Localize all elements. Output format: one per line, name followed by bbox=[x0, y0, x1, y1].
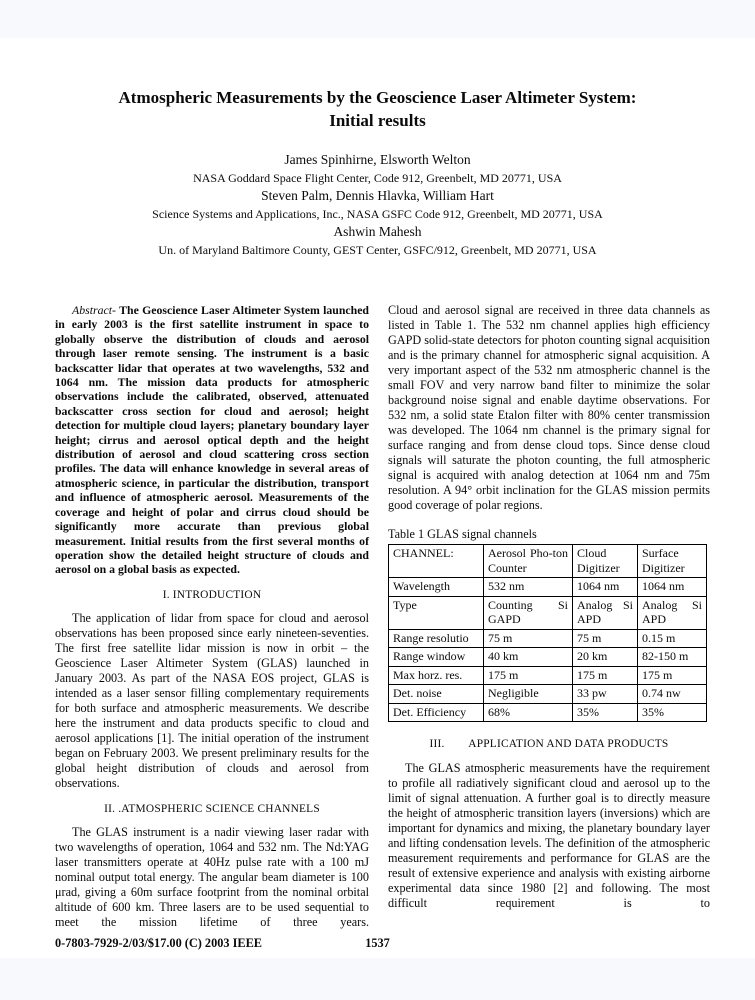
author-affiliation: Science Systems and Applications, Inc., NASA GSFC Code 912, Greenbelt, MD 20771, USA bbox=[152, 207, 603, 221]
author-affiliation: NASA Goddard Space Flight Center, Code 912, Greenbelt, MD 20771, USA bbox=[193, 171, 562, 185]
right-column bbox=[388, 303, 710, 911]
table-cell: 35% bbox=[573, 703, 638, 722]
table-cell: Surface Digitizer bbox=[638, 545, 707, 578]
author-names: James Spinhirne, Elsworth Welton bbox=[284, 152, 471, 167]
table-row bbox=[389, 666, 707, 685]
table-cell: 532 nm bbox=[484, 578, 573, 597]
paper-title-line1: Atmospheric Measurements by the Geoscience Laser Altimeter System: bbox=[118, 88, 637, 107]
table-cell: 0.74 nw bbox=[638, 685, 707, 704]
table-cell: Type bbox=[389, 596, 484, 629]
table-row bbox=[389, 703, 707, 722]
table-cell: Wavelength bbox=[389, 578, 484, 597]
glas-signal-channels-table bbox=[388, 544, 707, 722]
table-cell: 175 m bbox=[484, 666, 573, 685]
table-cell: 75 m bbox=[573, 629, 638, 648]
table-row bbox=[389, 629, 707, 648]
section-heading: III. APPLICATION AND DATA PRODUCTS bbox=[429, 738, 669, 750]
table-row bbox=[389, 578, 707, 597]
abstract-paragraph: Abstract- The Geoscience Laser Altimeter System launched in early 2003 is the first satellite instrument in space to globally observe the distribution of clouds and aerosol through laser remote sensing. The instrument is a basic backscatter lidar that operates at two wavelengths, 532 and 1064 nm. The mission data products for atmospheric observations include the calibrated, observed, attenuated backscatter cross section for cloud and aerosol; height detection for multiple cloud layers; planetary boundary layer height; cirrus and aerosol optical depth and the height distribution of aerosol and cloud scattering cross section profiles. The data will enhance knowledge in several areas of atmospheric science, in particular the distribution, transport and influence of atmospheric aerosol. Measurements of the coverage and height of polar and cirrus cloud should be significantly more accurate than previous global measurement. Initial results from the first several months of operation show the detailed height structure of clouds and aerosol on a global basis as expected. bbox=[55, 303, 369, 577]
body-paragraph: The GLAS instrument is a nadir viewing laser radar with two wavelengths of operation, 1064 and 532 nm. The Nd:YAG laser transmitters operate at 40Hz pulse rate with a 100 mJ nominal output total energy. The angular beam diameter is 100 μrad, giving a 60m surface footprint from the nominal orbital altitude of 600 km. Three lasers are to be used sequential to meet the mission lifetime of three years. bbox=[55, 824, 369, 929]
body-paragraph: The GLAS atmospheric measurements have the requirement to profile all radiatively significant cloud and aerosol up to the limit of signal attenuation. A further goal is to directly measure the height of atmospheric transition layers (inversions) which are important for dynamics and mixing, the planetary boundary layer and lifting condensation levels. The definition of the atmospheric measurement requirements and performance for GLAS are the result of extensive experience and analysis with existing airborne experimental data since 1980 [2] and following. The most difficult requirement is to bbox=[388, 761, 710, 910]
author-names: Ashwin Mahesh bbox=[333, 224, 422, 239]
paper-title-line2: Initial results bbox=[329, 111, 426, 130]
table-row bbox=[389, 685, 707, 704]
body-paragraph: The application of lidar from space for cloud and aerosol observations has been proposed since early nineteen-seventies. The first free satellite lidar mission is now in orbit – the Geoscience Laser Altimeter System (GLAS) launched in January 2003. As part of the NASA EOS project, GLAS is intended as a laser sensor filling complementary requirements for both surface and atmospheric measurements. We describe here the instrument and data products specific to cloud and aerosol applications [1]. The initial operation of the instrument began on February 2003. We present preliminary results for the global height distribution of clouds and aerosol from observations. bbox=[55, 610, 369, 790]
table-cell: Range resolutio bbox=[389, 629, 484, 648]
table-cell: 20 km bbox=[573, 648, 638, 667]
table-cell: Cloud Digitizer bbox=[573, 545, 638, 578]
table-cell: Negligible bbox=[484, 685, 573, 704]
table-row bbox=[389, 596, 707, 629]
body-paragraph: Cloud and aerosol signal are received in three data channels as listed in Table 1. The 532 nm channel applies high efficiency GAPD solid-state detectors for photon counting signal acquisition and is the primary channel for atmospheric signal acquisition. A very important aspect of the 532 nm atmospheric channel is the small FOV and very narrow band filter to minimize the solar background noise signal and enable daytime observations. For 532 nm, a solid state Etalon filter with 80% center transmission was developed. The 1064 nm channel is the primary signal for surface ranging and from dense cloud tops. Since dense cloud signals will saturate the photon counting, the full atmospheric signal is acquired with analog detection at 1064 nm and 75m resolution. A 94° orbit inclination for the GLAS mission permits good coverage of polar regions. bbox=[388, 303, 710, 512]
table-cell: 175 m bbox=[638, 666, 707, 685]
table-cell: 35% bbox=[638, 703, 707, 722]
table-caption: Table 1 GLAS signal channels bbox=[388, 527, 537, 541]
table-cell: 1064 nm bbox=[573, 578, 638, 597]
table-cell: Max horz. res. bbox=[389, 666, 484, 685]
table-cell: Range window bbox=[389, 648, 484, 667]
table-cell: 175 m bbox=[573, 666, 638, 685]
table-row bbox=[389, 545, 707, 578]
page-number: 1537 bbox=[365, 936, 390, 950]
table-cell: 75 m bbox=[484, 629, 573, 648]
scan-edge-bottom bbox=[0, 958, 755, 1000]
table-cell: Analog Si APD bbox=[573, 596, 638, 629]
scan-edge-top bbox=[0, 0, 755, 38]
table-cell: Aerosol Pho-ton Counter bbox=[484, 545, 573, 578]
table-cell: CHANNEL: bbox=[389, 545, 484, 578]
table-cell: 82-150 m bbox=[638, 648, 707, 667]
table-cell: 1064 nm bbox=[638, 578, 707, 597]
table-cell: 33 pw bbox=[573, 685, 638, 704]
section-heading: II. .ATMOSPHERIC SCIENCE CHANNELS bbox=[104, 802, 320, 815]
author-block bbox=[0, 151, 755, 259]
left-column bbox=[55, 303, 369, 930]
table-cell: Det. Efficiency bbox=[389, 703, 484, 722]
table-row bbox=[389, 648, 707, 667]
author-names: Steven Palm, Dennis Hlavka, William Hart bbox=[261, 188, 494, 203]
table-cell: Analog Si APD bbox=[638, 596, 707, 629]
table-cell: 40 km bbox=[484, 648, 573, 667]
copyright-notice: 0-7803-7929-2/03/$17.00 (C) 2003 IEEE bbox=[55, 936, 262, 950]
author-affiliation: Un. of Maryland Baltimore County, GEST Center, GSFC/912, Greenbelt, MD 20771, USA bbox=[158, 243, 597, 257]
table-cell: 68% bbox=[484, 703, 573, 722]
abstract-lead-label: Abstract- bbox=[72, 303, 120, 317]
section-heading: I. INTRODUCTION bbox=[162, 588, 262, 601]
table-cell: Det. noise bbox=[389, 685, 484, 704]
table-cell: 0.15 m bbox=[638, 629, 707, 648]
table-cell: Counting Si GAPD bbox=[484, 596, 573, 629]
